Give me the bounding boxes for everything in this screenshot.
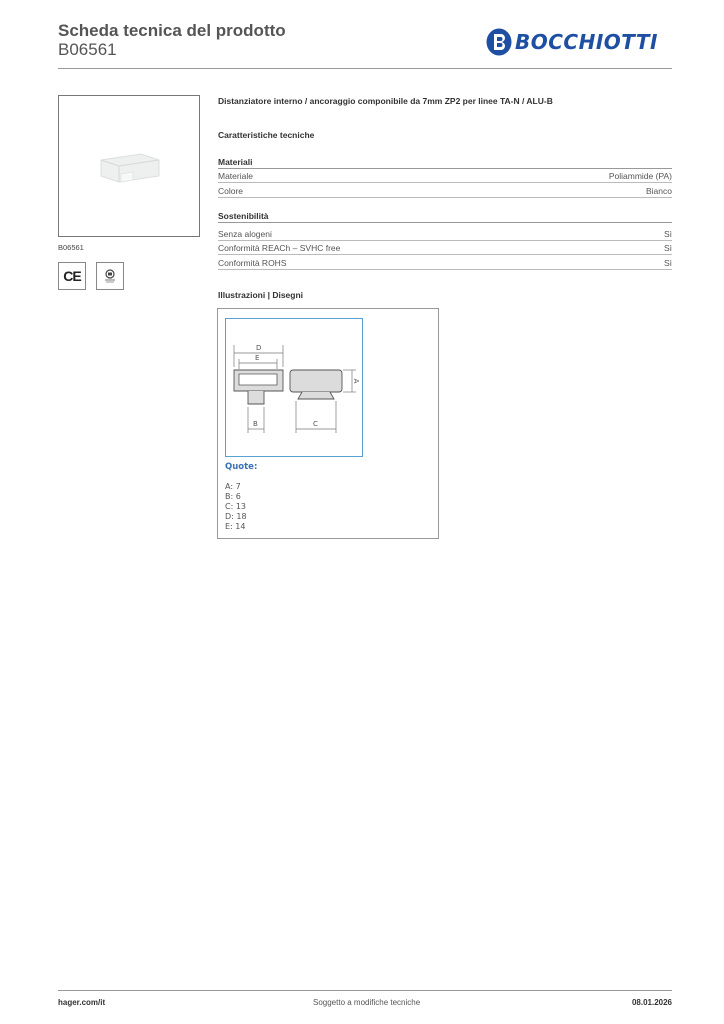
brand-name: BOCCHIOTTI [515,30,658,54]
dim-label-e: E [255,354,260,362]
test-mark-glyph [100,266,120,286]
quote-item: C: 13 [225,502,247,511]
dim-label-c: C [313,420,318,428]
quote-item: D: 18 [225,512,247,521]
product-code: B06561 [58,40,117,59]
product-description: Distanziatore interno / ancoraggio componibile da 7mm ZP2 per linee TA-N / ALU-B [218,96,553,106]
dimension-drawing [226,319,362,456]
header-divider [58,68,672,69]
spec-row [218,171,672,183]
spec-row [218,229,672,241]
spec-value: Sì [663,243,672,253]
quote-item: E: 14 [225,522,246,531]
spec-row [218,258,672,270]
product-image [59,96,199,236]
dim-label-d: D [256,344,262,352]
spec-value: Poliammide (PA) [608,171,672,181]
spec-label: Materiale [218,171,253,181]
spec-label: Conformità ROHS [218,258,287,268]
quotes-list [225,482,247,532]
dim-label-b: B [253,420,258,428]
spec-value: Sì [663,229,672,239]
spec-value: Bianco [646,186,672,196]
photo-caption: B06561 [58,243,84,252]
spec-row [218,243,672,255]
product-photo [58,95,200,237]
group-heading-materials: Materiali [218,157,672,169]
ce-mark-label: CE [63,268,81,284]
page-title: Scheda tecnica del prodotto [58,21,286,40]
specs-title: Caratteristiche tecniche [218,130,315,140]
test-mark-icon [96,262,124,290]
quotes-title: Quote: [225,462,258,472]
brand-logo [486,28,658,56]
footer-website-link[interactable]: hager.com/it [58,998,106,1007]
spec-row [218,186,672,198]
spec-label: Conformità REACh – SVHC free [218,243,341,253]
footer-divider [58,990,672,991]
footer-disclaimer: Soggetto a modifiche tecniche [313,998,421,1007]
group-heading-sustainability: Sostenibilità [218,211,672,223]
technical-drawing [225,318,363,457]
quote-item: A: 7 [225,482,241,491]
spec-label: Senza alogeni [218,229,272,239]
spec-value: Sì [663,258,672,268]
brand-logo-icon [486,28,512,56]
illustrations-title: Illustrazioni | Disegni [218,290,304,300]
ce-mark-icon [58,262,86,290]
footer-date: 08.01.2026 [631,998,672,1007]
spec-label: Colore [218,186,244,196]
dim-label-a: A [352,378,360,384]
quote-item: B: 6 [225,492,241,501]
